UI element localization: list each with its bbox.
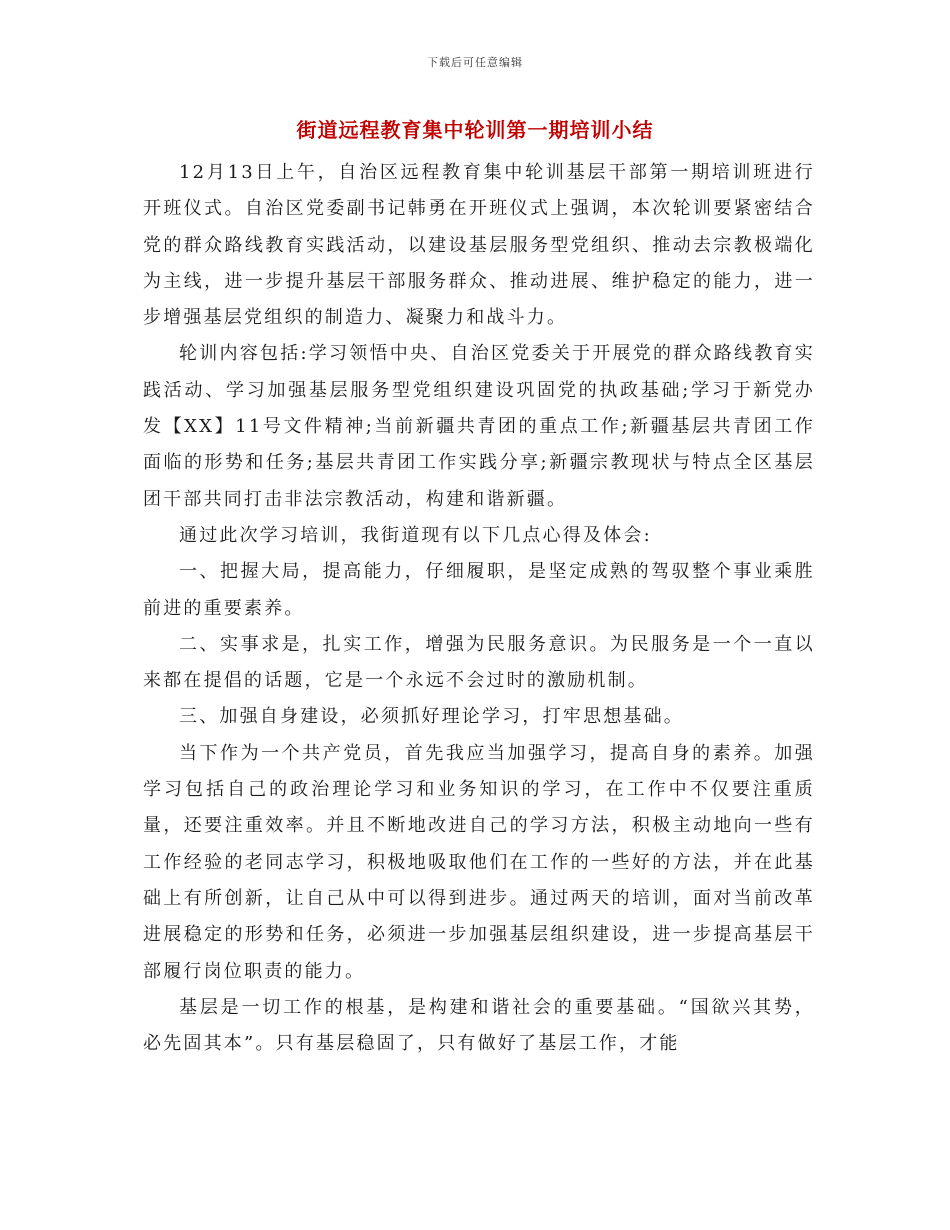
- paragraph-point-two: 二、实事求是，扎实工作，增强为民服务意识。为民服务是一个一直以来都在提倡的话题，它是一个永远不会过时的激励机制。: [143, 633, 815, 692]
- document-body: [143, 155, 815, 1062]
- document-title: 街道远程教育集中轮训第一期培训小结: [296, 118, 654, 142]
- paragraph-point-three: 三、加强自身建设，必须抓好理论学习，打牢思想基础。: [179, 706, 684, 728]
- page-header-note: 下载后可任意编辑: [427, 56, 523, 69]
- paragraph-grassroots: 基层是一切工作的根基，是构建和谐社会的重要基础。“国欲兴其势，必先固其本”。只有基层稳固了，只有做好了基层工作，才能: [143, 996, 815, 1055]
- paragraph-point-one: 一、把握大局，提高能力，仔细履职，是坚定成熟的驾驭整个事业乘胜前进的重要素养。: [143, 561, 815, 619]
- paragraph-self-study: 当下作为一个共产党员，首先我应当加强学习，提高自身的素养。加强学习包括自己的政治理论学习和业务知识的学习，在工作中不仅要注重质量，还要注重效率。并且不断地改进自己的学习方法，积极主动地向一些有工作经验的老同志学习，积极地吸取他们在工作的一些好的方法，并在此基础上有所创新，让自己从中可以得到进步。通过两天的培训，面对当前改革进展稳定的形势和任务，必须进一步加强基层组织建设，进一步提高基层干部履行岗位职责的能力。: [143, 742, 815, 982]
- paragraph-insights-intro: 通过此次学习培训，我街道现有以下几点心得及体会:: [179, 524, 652, 546]
- paragraph-opening-ceremony: 12月13日上午，自治区远程教育集中轮训基层干部第一期培训班进行开班仪式。自治区党委副书记韩勇在开班仪式上强调，本次轮训要紧密结合党的群众路线教育实践活动，以建设基层服务型党组织、推动去宗教极端化为主线，进一步提升基层干部服务群众、推动进展、维护稳定的能力，进一步增强基层党组织的制造力、凝聚力和战斗力。: [143, 162, 815, 329]
- paragraph-training-content: 轮训内容包括:学习领悟中央、自治区党委关于开展党的群众路线教育实践活动、学习加强基层服务型党组织建设巩固党的执政基础;学习于新党办发【XX】11号文件精神;当前新疆共青团的重点工作;新疆基层共青团工作面临的形势和任务;基层共青团工作实践分享;新疆宗教现状与特点全区基层团干部共同打击非法宗教活动，构建和谐新疆。: [143, 343, 815, 510]
